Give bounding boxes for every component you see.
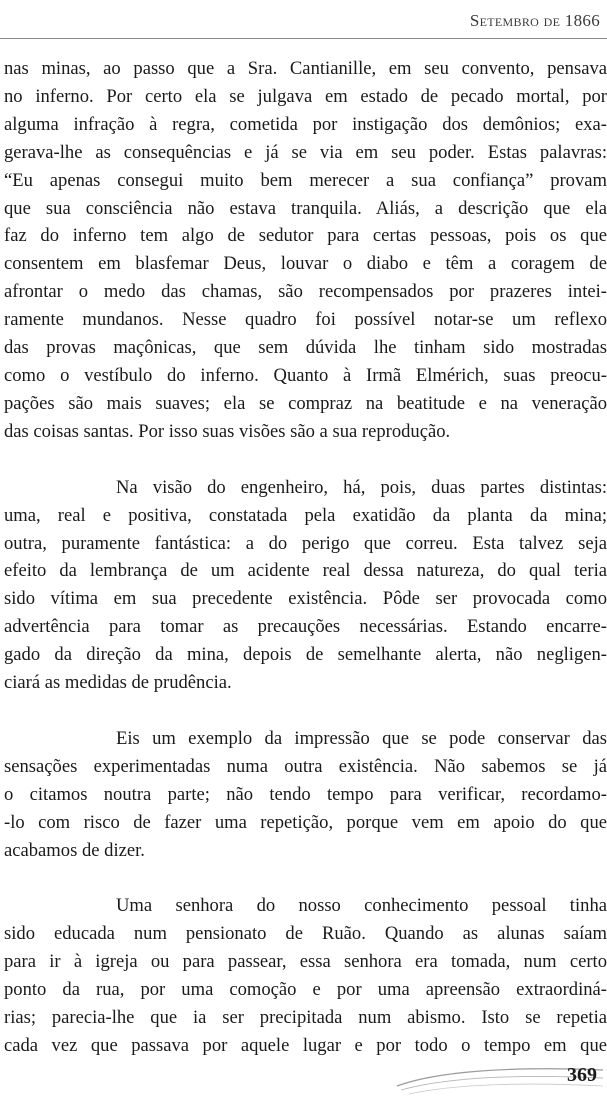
text-line: das provas maçônicas, que sem dúvida lhe tinham sido mostradas <box>4 337 607 359</box>
page-body <box>4 55 607 1060</box>
text-line: rias; parecia-lhe que ia ser precipitada num abismo. Isto se repetia <box>4 1007 607 1029</box>
text-line: “Eu apenas consegui muito bem merecer a sua confiança” provam <box>4 169 607 191</box>
text-line: como o vestíbulo do inferno. Quanto à Irmã Elmérich, suas preocu- <box>4 364 607 386</box>
text-line: consentem em blasfemar Deus, louvar o diabo e têm a coragem de <box>4 253 607 275</box>
text-line: efeito da lembrança de um acidente real dessa natureza, do qual teria <box>4 560 607 582</box>
text-line: afrontar o medo das chamas, são recompensados por prazeres intei- <box>4 281 607 303</box>
text-line: alguma infração à regra, cometida por instigação dos demônios; exa- <box>4 113 607 135</box>
text-line: Eis um exemplo da impressão que se pode conservar das <box>116 727 607 749</box>
text-line: uma, real e positiva, constatada pela exatidão da planta da mina; <box>4 504 607 526</box>
text-line: no inferno. Por certo ela se julgava em estado de pecado mortal, por <box>4 85 607 107</box>
text-line: -lo com risco de fazer uma repetição, porque vem em apoio do que <box>4 811 607 833</box>
page-number: 369 <box>567 1064 597 1086</box>
text-line: que sua consciência não estava tranquila. Aliás, a descrição que ela <box>4 197 607 219</box>
text-line: sido educada num pensionato de Ruão. Quando as alunas saíam <box>4 923 607 945</box>
paragraph-1 <box>4 55 607 446</box>
paragraph-3 <box>4 725 607 865</box>
text-line: cada vez que passava por aquele lugar e por todo o tempo em que <box>4 1035 607 1056</box>
text-line: acabamos de dizer. <box>4 839 145 861</box>
text-line: gerava-lhe as consequências e já se via em seu poder. Estas palavras: <box>4 141 607 163</box>
paragraph-4 <box>4 892 607 1059</box>
text-line: sensações experimentadas numa outra existência. Não sabemos se já <box>4 755 607 777</box>
text-line: nas minas, ao passo que a Sra. Cantianille, em seu convento, pensava <box>4 58 607 79</box>
text-line: das coisas santas. Por isso suas visões são a sua reprodução. <box>4 420 451 442</box>
text-line: Uma senhora do nosso conhecimento pessoal tinha <box>116 895 607 917</box>
running-header: Setembro de 1866 <box>469 11 600 30</box>
text-line: sido vítima em sua precedente existência. Pôde ser provocada como <box>4 588 607 610</box>
text-line: outra, puramente fantástica: a do perigo que correu. Esta talvez seja <box>4 532 607 554</box>
text-line: ciará as medidas de prudência. <box>4 672 232 694</box>
text-line: ramente mundanos. Nesse quadro foi possível notar-se um reflexo <box>4 309 607 331</box>
text-line: pações são mais suaves; ela se compraz na beatitude e na veneração <box>4 392 607 414</box>
text-line: ponto da rua, por uma comoção e por uma apreensão extraordiná- <box>4 979 607 1001</box>
paragraph-2 <box>4 474 607 697</box>
text-line: Na visão do engenheiro, há, pois, duas partes distintas: <box>116 476 607 498</box>
header-rule <box>0 38 607 39</box>
text-line: o citamos noutra parte; não tendo tempo para verificar, recordamo- <box>4 783 607 805</box>
text-line: gado da direção da mina, depois de semelhante alerta, não negligen- <box>4 644 607 666</box>
text-line: faz do inferno tem algo de sedutor para certas pessoas, pois os que <box>4 225 607 247</box>
text-line: para ir à igreja ou para passear, essa senhora era tomada, num certo <box>4 951 607 973</box>
text-line: advertência para tomar as precauções necessárias. Estando encarre- <box>4 616 607 638</box>
